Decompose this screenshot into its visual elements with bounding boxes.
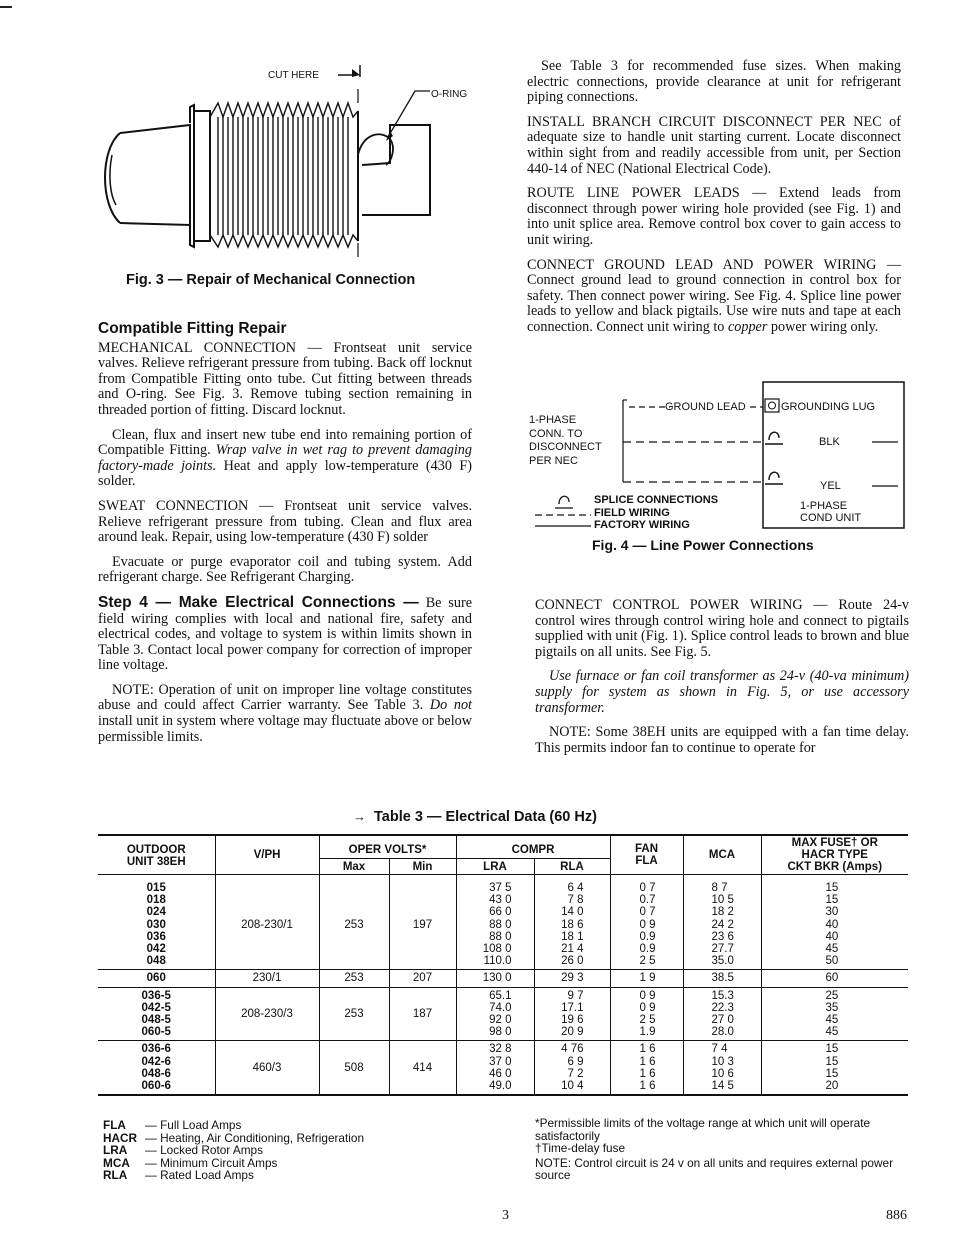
cell-lra-line: 110.0 <box>483 955 512 968</box>
cell-fuse <box>761 1041 908 1095</box>
cell-mca <box>683 970 761 987</box>
clean-flux-italic: Wrap valve in wet rag to prevent damaging factory-made joints. <box>98 442 472 474</box>
cell-unit-line: 048-5 <box>141 1014 171 1027</box>
fig4-grounding-lug-label: GROUNDING LUG <box>781 401 876 413</box>
cell-rla-line: 17.1 <box>561 1001 584 1014</box>
cell-rla-line: 19 6 <box>561 1014 584 1027</box>
table3-legend <box>103 1119 364 1182</box>
fitting-threads <box>210 103 358 247</box>
cell-fan-fla <box>610 987 683 1041</box>
table-row-group <box>98 1041 908 1095</box>
cell-unit-line: 042-6 <box>141 1055 171 1068</box>
footnote-control-circuit: NOTE: Control circuit is 24 v on all units and requires external power source <box>535 1155 893 1183</box>
cell-rla <box>534 875 610 970</box>
cell-min <box>389 987 456 1041</box>
clean-flux-text-a: Clean, flux and insert new tube end into remaining portion of Compatible Fitting. <box>98 426 472 459</box>
ground-lead-paragraph <box>527 258 901 336</box>
step4-heading: Step 4 — Make Electrical Connections — <box>98 593 419 611</box>
cell-mca-line: 38.5 <box>711 972 734 985</box>
cell-rla-line: 14 0 <box>561 906 584 919</box>
cell-unit-line: 036-6 <box>141 1043 171 1056</box>
cell-fuse-line: 40 <box>825 918 839 931</box>
fig4-caption: Fig. 4 — Line Power Connections <box>592 537 814 553</box>
table-row-group <box>98 970 908 987</box>
mechanical-connection-lead: MECHANICAL CONNECTION <box>98 339 296 356</box>
cell-fan-fla-line: 1 9 <box>639 972 656 985</box>
cell-unit-line: 024 <box>146 906 166 919</box>
legend-desc: — Full Load Amps <box>145 1118 242 1132</box>
cell-unit <box>98 1041 215 1095</box>
left-note-text-b: install unit in system where voltage may fluctuate above or below permissible limits. <box>98 713 472 745</box>
cell-fan-fla-line: 1 6 <box>639 1080 656 1093</box>
fig3-caption: Fig. 3 — Repair of Mechanical Connection <box>126 272 416 288</box>
cell-unit-line: 036 <box>146 930 166 943</box>
fig4-phase-label <box>529 414 602 468</box>
cell-fan-fla-line: 1.9 <box>639 1026 656 1039</box>
fig4-phase-line4: PER NEC <box>529 454 578 467</box>
cell-mca-line: 23 6 <box>711 930 734 943</box>
cell-vph <box>215 875 319 970</box>
fig3-illustration <box>90 55 490 280</box>
cell-mca-line: 35.0 <box>711 955 734 968</box>
cell-max-line: 253 <box>344 972 364 985</box>
cell-unit <box>98 970 215 987</box>
cell-rla <box>534 1041 610 1095</box>
cell-lra <box>456 987 534 1041</box>
cell-fuse <box>761 875 908 970</box>
legend-key: MCA <box>103 1155 130 1170</box>
branch-circuit-text: NEC of adequate size to handle unit starting current. Locate disconnect within sight from and readily accessible from unit, per Section 440-14 of NEC (National Electrical Code). <box>527 113 901 177</box>
right-column-lower <box>535 598 909 765</box>
cell-unit <box>98 987 215 1041</box>
cell-fan-fla <box>610 1041 683 1095</box>
legend-key: RLA <box>103 1168 128 1183</box>
col-fan-line1: FAN <box>635 843 658 855</box>
legend-desc: — Heating, Air Conditioning, Refrigeration <box>145 1130 365 1145</box>
cell-lra-line: 108 0 <box>482 943 512 956</box>
cell-fuse-line: 35 <box>825 1001 839 1014</box>
legend-row <box>103 1119 364 1132</box>
legend-desc: — Locked Rotor Amps <box>145 1143 264 1158</box>
col-oper-volts: OPER VOLTS* <box>319 835 456 859</box>
fig4-unit-line1: 1-PHASE <box>800 500 848 512</box>
cell-fan-fla-line: 1 6 <box>639 1043 656 1056</box>
cell-fuse-line: 40 <box>825 930 839 943</box>
cell-lra <box>456 970 534 987</box>
fig4-ground-lead-label: GROUND LEAD <box>665 401 746 413</box>
cell-vph-line: 460/3 <box>252 1061 282 1074</box>
fig4-legend-splice: SPLICE CONNECTIONS <box>594 494 719 506</box>
cell-mca-line: 14 5 <box>711 1080 734 1093</box>
cell-fuse-line: 60 <box>825 972 839 985</box>
cell-min <box>389 970 456 987</box>
branch-circuit-paragraph <box>527 115 901 177</box>
cell-fan-fla <box>610 875 683 970</box>
branch-circuit-lead: INSTALL BRANCH CIRCUIT DISCONNECT PER <box>527 113 846 130</box>
col-mca: MCA <box>683 835 761 875</box>
cell-rla-line: 6 9 <box>567 1055 584 1068</box>
cell-lra-line: 74.0 <box>489 1001 512 1014</box>
col-outdoor-unit <box>98 835 215 875</box>
cell-mca <box>683 875 761 970</box>
ground-lead-lead: CONNECT GROUND LEAD AND POWER WIRING <box>527 256 877 273</box>
cell-rla-line: 26 0 <box>561 955 584 968</box>
step4-paragraph <box>98 595 472 674</box>
cell-unit-line: 018 <box>146 894 166 907</box>
left-note-italic: Do not <box>429 697 472 714</box>
cell-lra-line: 130 0 <box>482 972 512 985</box>
left-note-text-a: NOTE: Operation of unit on improper line voltage constitutes abuse and could affect Carrier warranty. See Table 3. <box>98 681 472 714</box>
document-number: 886 <box>886 1208 907 1223</box>
clean-flux-text-b: Heat and apply low-temperature (430 F) solder. <box>98 457 472 490</box>
sweat-connection-text: — Frontseat unit service valves. Relieve refrigerant pressure from tubing. Clean and flux area around leak. Repair, using low-temperature (430 F) solder <box>98 497 472 546</box>
cell-fuse <box>761 970 908 987</box>
cell-fan-fla-line: 1 6 <box>639 1067 656 1080</box>
cell-lra <box>456 1041 534 1095</box>
route-line-power-text: — Extend leads from disconnect through power wiring hole provided (see Fig. 1) and into unit splice area. Remove control box cover to gain access to unit wiring. <box>527 185 902 248</box>
fig3-label-oring: O-RING <box>431 89 468 100</box>
page-number: 3 <box>502 1208 509 1223</box>
col-outdoor-line1: OUTDOOR <box>126 844 186 856</box>
cell-fan-fla-line: 0.7 <box>639 894 656 907</box>
step4-text: Be sure field wiring complies with local and national fire, safety and electrical codes, and voltage to system is within limits shown in Table 3. Contact local power company for correction of improper line voltage. <box>98 594 472 674</box>
col-fan-fla <box>610 835 683 875</box>
footnote-voltage-limits: *Permissible limits of the voltage range at which unit will operate satisfactorily <box>535 1116 871 1143</box>
transformer-paragraph <box>535 669 909 716</box>
fig4-phase-line1: 1-PHASE <box>529 414 577 426</box>
cell-unit-line: 048 <box>146 955 166 968</box>
cell-fan-fla-line: 0.9 <box>639 930 656 943</box>
cell-fan-fla-line: 2 5 <box>639 955 656 968</box>
cell-unit-line: 048-6 <box>141 1067 171 1080</box>
cell-rla-line: 7 8 <box>567 894 584 907</box>
cell-lra-line: 88 0 <box>489 918 512 931</box>
fig4-unit-label <box>800 500 861 524</box>
legend-splice-symbol <box>555 496 573 508</box>
cell-rla-line: 9 7 <box>567 989 584 1002</box>
table-row-group <box>98 875 908 970</box>
cell-lra-line: 98 0 <box>489 1026 512 1039</box>
cell-fan-fla-line: 0 9 <box>639 918 656 931</box>
fig4-blk-label: BLK <box>819 436 840 448</box>
cell-mca-line: 7 4 <box>711 1043 728 1056</box>
cell-vph <box>215 970 319 987</box>
fig4-phase-line3: DISCONNECT <box>529 441 602 453</box>
cell-mca-line: 27 0 <box>711 1014 734 1027</box>
cell-mca-line: 27.7 <box>711 943 734 956</box>
cell-lra-line: 88 0 <box>489 930 512 943</box>
cell-unit-line: 042 <box>146 943 166 956</box>
cell-fuse-line: 50 <box>825 955 839 968</box>
cell-fan-fla-line: 0 7 <box>639 906 656 919</box>
right-column-upper <box>527 59 901 345</box>
cell-vph <box>215 1041 319 1095</box>
table3-container <box>98 834 908 1096</box>
cell-rla-line: 21 4 <box>561 943 584 956</box>
cell-rla-line: 29 3 <box>561 972 584 985</box>
cell-fuse-line: 30 <box>825 906 839 919</box>
sweat-connection-lead: SWEAT CONNECTION <box>98 497 249 514</box>
compatible-fitting-heading: Compatible Fitting Repair <box>98 320 287 337</box>
corner-mark <box>0 6 12 8</box>
cell-fuse-line: 15 <box>825 1043 839 1056</box>
cell-min-line: 414 <box>412 1061 433 1074</box>
route-line-power-lead: ROUTE LINE POWER LEADS <box>527 185 740 202</box>
control-power-lead: CONNECT CONTROL POWER WIRING <box>535 597 803 613</box>
cell-rla <box>534 970 610 987</box>
cell-mca-line: 24 2 <box>711 918 734 931</box>
cell-lra-line: 66 0 <box>489 906 512 919</box>
cell-mca-line: 10 3 <box>711 1055 734 1068</box>
cell-fuse-line: 20 <box>825 1080 839 1093</box>
cell-mca <box>683 987 761 1041</box>
cell-fan-fla-line: 2 5 <box>639 1014 656 1027</box>
table3-footnotes <box>535 1117 910 1182</box>
cell-fuse-line: 45 <box>825 1026 839 1039</box>
control-power-text: — Route 24-v control wires through control wiring hole and connect to pigtails supplied with unit (Fig. 1). Splice control leads to brown and blue pigtails on all units. See Fig. 5. <box>535 597 909 660</box>
cell-fuse-line: 45 <box>825 1014 839 1027</box>
cell-vph <box>215 987 319 1041</box>
fuse-sizes-paragraph: See Table 3 for recommended fuse sizes. When making electric connections, provide clearance at unit for refrigerant piping connections. <box>527 58 901 106</box>
cell-unit-line: 060-5 <box>141 1026 171 1039</box>
table3-title <box>353 808 597 826</box>
transformer-italic: Use furnace or fan coil transformer as 24-v (40-va minimum) supply for system as shown in Fig. 5, or use accessory transformer. <box>535 668 909 716</box>
yel-splice-symbol <box>765 472 783 484</box>
legend-key: FLA <box>103 1118 126 1132</box>
cell-fan-fla-line: 1 6 <box>639 1055 656 1068</box>
footnote-time-delay: †Time-delay fuse <box>535 1141 626 1156</box>
grounding-lug-symbol <box>765 399 779 412</box>
col-outdoor-line2: UNIT 38EH <box>126 856 186 868</box>
sweat-connection-paragraph <box>98 499 472 546</box>
cell-max <box>319 987 389 1041</box>
cell-rla <box>534 987 610 1041</box>
ground-lead-italic: copper <box>727 318 768 335</box>
col-max-fuse <box>761 835 908 875</box>
cell-min-line: 197 <box>412 918 433 931</box>
blk-splice-symbol <box>765 432 783 444</box>
tube-body <box>120 125 190 225</box>
cell-max <box>319 970 389 987</box>
cell-min <box>389 1041 456 1095</box>
cell-unit-line: 060-6 <box>141 1080 171 1093</box>
control-power-paragraph <box>535 598 909 660</box>
cell-unit-line: 030 <box>146 918 166 931</box>
col-fuse-line2: HACR TYPE <box>801 849 868 861</box>
table3-title-text: Table 3 — Electrical Data (60 Hz) <box>374 809 597 825</box>
cell-lra-line: 92 0 <box>489 1014 512 1027</box>
col-fan-line2: FLA <box>635 855 658 867</box>
evacuate-paragraph: Evacuate or purge evaporator coil and tubing system. Add refrigerant charge. See Refrigerant Charging. <box>98 553 472 586</box>
cell-unit <box>98 875 215 970</box>
cell-vph-line: 208-230/1 <box>241 918 293 931</box>
cell-rla-line: 10 4 <box>561 1080 584 1093</box>
col-rla: RLA <box>534 859 610 875</box>
col-min: Min <box>389 859 456 875</box>
legend-row <box>103 1144 364 1157</box>
fig4-yel-label: YEL <box>820 480 841 492</box>
fig4-legend-field: FIELD WIRING <box>594 507 670 519</box>
col-fuse-line3: CKT BKR (Amps) <box>787 861 883 873</box>
cell-fan-fla-line: 0.9 <box>639 943 656 956</box>
cell-rla-line: 20 9 <box>561 1026 584 1039</box>
fig4-phase-line2: CONN. TO <box>529 427 583 440</box>
table3-arrow: → <box>353 809 366 824</box>
cell-fuse-line: 15 <box>825 882 839 894</box>
cell-min-line: 207 <box>412 972 433 985</box>
cell-fan-fla <box>610 970 683 987</box>
legend-desc: — Minimum Circuit Amps <box>145 1155 278 1170</box>
cell-mca-line: 22.3 <box>711 1001 734 1014</box>
cell-max-line: 253 <box>344 918 364 931</box>
cell-mca-line: 15.3 <box>711 989 734 1002</box>
col-compr: COMPR <box>456 835 610 859</box>
cell-fan-fla-line: 0 9 <box>639 989 656 1002</box>
cell-unit-line: 060 <box>146 972 166 985</box>
mechanical-connection-paragraph <box>98 341 472 419</box>
col-vph: V/PH <box>215 835 319 875</box>
cell-fuse-line: 15 <box>825 1055 839 1068</box>
cell-mca-line: 8 7 <box>711 882 728 894</box>
cell-unit-line: 042-5 <box>141 1001 171 1014</box>
left-column <box>98 321 472 754</box>
legend-key: HACR <box>103 1130 138 1145</box>
cell-vph-line: 208-230/3 <box>241 1007 293 1020</box>
cell-fuse <box>761 987 908 1041</box>
fig4-unit-line2: COND UNIT <box>800 512 862 524</box>
cell-fuse-line: 25 <box>825 989 839 1002</box>
cell-mca-line: 18 2 <box>711 906 734 919</box>
cell-mca-line: 10 5 <box>711 894 734 907</box>
tube-end-curve <box>105 133 120 223</box>
col-fuse-line1: MAX FUSE† OR <box>791 837 878 849</box>
cell-fuse-line: 15 <box>825 1067 839 1080</box>
cell-mca-line: 10 6 <box>711 1067 734 1080</box>
electrical-data-table <box>98 834 908 1096</box>
cell-max-line: 253 <box>344 1007 364 1020</box>
legend-desc: — Rated Load Amps <box>145 1168 254 1183</box>
cell-unit-line: 036-5 <box>141 989 171 1002</box>
cell-max-line: 508 <box>344 1061 364 1074</box>
cell-min-line: 187 <box>412 1007 433 1020</box>
cell-fan-fla-line: 0 7 <box>639 882 656 894</box>
clean-flux-paragraph <box>98 428 472 490</box>
table-row-group <box>98 987 908 1041</box>
cell-fan-fla-line: 0 9 <box>639 1001 656 1014</box>
cell-lra-line: 32 8 <box>489 1043 512 1056</box>
ground-lead-end: power wiring only. <box>767 318 879 335</box>
cell-min <box>389 875 456 970</box>
cell-rla-line: 7 2 <box>567 1067 584 1080</box>
cell-rla-line: 6 4 <box>567 882 584 894</box>
cell-rla-line: 18 1 <box>561 930 584 943</box>
left-note-paragraph <box>98 683 472 745</box>
cell-lra-line: 46 0 <box>489 1067 512 1080</box>
cell-lra-line: 37 5 <box>489 882 512 894</box>
ground-lead-text: — Connect ground lead to ground connection in control box for safety. Then connect power wiring. See Fig. 4. Splice line power leads to yellow and black pigtails. Use wire nuts and tape at each connection. Connect unit wiring to <box>527 256 902 335</box>
cell-fuse-line: 15 <box>825 894 839 907</box>
mechanical-connection-text: — Frontseat unit service valves. Relieve refrigerant pressure from tubing. Back off locknut from Compatible Fitting onto tube. Cut fitting between threads and O-ring. See Fig. 3. Remove tubing section remaining in threaded portion of fitting. Discard locknut. <box>98 339 473 418</box>
cell-rla-line: 18 6 <box>561 918 584 931</box>
cell-lra <box>456 875 534 970</box>
cell-lra-line: 49.0 <box>489 1080 512 1093</box>
cell-mca-line: 28.0 <box>711 1026 734 1039</box>
fig4-legend-factory: FACTORY WIRING <box>594 519 690 531</box>
cell-max <box>319 875 389 970</box>
cell-max <box>319 1041 389 1095</box>
cell-lra-line: 43 0 <box>489 894 512 907</box>
cell-unit-line: 015 <box>146 882 166 894</box>
legend-key: LRA <box>103 1143 128 1158</box>
cell-lra-line: 65.1 <box>489 989 512 1002</box>
cell-vph-line: 230/1 <box>252 972 282 985</box>
route-line-power-paragraph <box>527 186 901 248</box>
legend-row <box>103 1169 364 1182</box>
cell-fuse-line: 45 <box>825 943 839 956</box>
col-max: Max <box>319 859 389 875</box>
col-lra: LRA <box>456 859 534 875</box>
cell-mca <box>683 1041 761 1095</box>
table3-body <box>98 875 908 1096</box>
cell-rla-line: 4 76 <box>561 1043 584 1056</box>
fan-delay-note-paragraph: NOTE: Some 38EH units are equipped with a fan time delay. This permits indoor fan to continue to operate for <box>535 724 909 756</box>
cell-lra-line: 37 0 <box>489 1055 512 1068</box>
fig3-label-cut: CUT HERE <box>268 70 319 81</box>
